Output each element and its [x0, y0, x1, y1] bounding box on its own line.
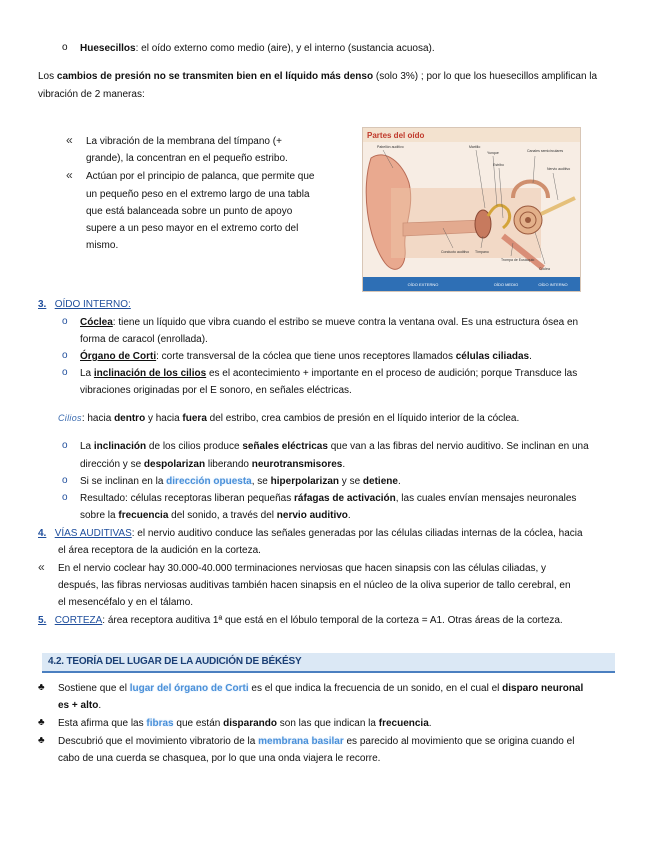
label-estribo: Estribo: [493, 163, 504, 167]
bullet: o: [62, 475, 68, 486]
label-martillo: Martillo: [469, 145, 481, 149]
list-item: un pequeño peso en el extremo largo de una tabla: [86, 189, 310, 200]
inclinacion-line: La inclinación de los cilios produce señales eléctricas que van a las fibras del nervio auditivo. Se inclinan en una: [80, 441, 589, 452]
ear-illustration: [363, 128, 580, 291]
coclea-line: Cóclea: tiene un líquido que vibra cuando el estribo se mueve contra la ventana oval. Es una estructura ósea en: [80, 317, 579, 328]
resultado-line: sobre la frecuencia del sonido, a través del nervio auditivo.: [80, 510, 351, 521]
footer-oido-externo: OÍDO EXTERNO: [407, 282, 439, 287]
bullet: o: [62, 367, 68, 378]
label-timpano: Tímpano: [475, 250, 489, 254]
bekesy-item: Esta afirma que las fibras que están disparando son las que indican la frecuencia.: [58, 718, 432, 729]
vias-auditivas-line: 4. VÍAS AUDITIVAS: el nervio auditivo conduce las señales generadas por las células ciliadas internas de la cóclea, hacia: [38, 528, 583, 539]
heading-oido-interno: 3. OÍDO INTERNO:: [38, 299, 131, 310]
label-pabellon: Pabellón auditivo: [377, 145, 404, 149]
label-nervio: Nervio auditivo: [547, 167, 571, 171]
organo-corti-line: Órgano de Corti: corte transversal de la cóclea que tiene unos receptores llamados células ciliadas.: [80, 351, 532, 362]
list-item: La vibración de la membrana del tímpano (+: [86, 136, 282, 147]
club-bullet: ♣: [38, 735, 45, 746]
bullet: o: [62, 440, 68, 451]
list-item: mismo.: [86, 240, 119, 251]
paragraph-line: Los cambios de presión no se transmiten bien en el líquido más denso (solo 3%) ; por lo que los huesecillos amplifican la: [38, 71, 598, 82]
footer-oido-interno: OÍDO INTERNO: [538, 282, 568, 287]
bullet: o: [62, 350, 68, 361]
bekesy-item: es + alto.: [58, 700, 102, 711]
bekesy-item: Sostiene que el lugar del órgano de Corti es el que indica la frecuencia de un sonido, en el cual el disparo neuronal: [58, 683, 584, 694]
opuesta-line: Si se inclinan en la dirección opuesta, se hiperpolarizan y se detiene.: [80, 476, 401, 487]
club-bullet: ♣: [38, 717, 45, 728]
guillemet-bullet: «: [38, 560, 45, 574]
coclea-line: forma de caracol (enrollada).: [80, 334, 208, 345]
list-item: supere a un peso mayor en el extremo corto del: [86, 223, 299, 234]
label-conducto: Conducto auditivo: [441, 250, 470, 254]
vias-auditivas-line: el área receptora de la audición en la corteza.: [58, 545, 261, 556]
inclinacion-line: dirección y se despolarizan liberando neurotransmisores.: [80, 459, 346, 470]
bullet: o: [62, 492, 68, 503]
label-coclea: Cóclea: [539, 267, 550, 271]
nervio-coclear-line: después, las fibras nerviosas auditivas también hacen sinapsis en el núcleo de la oliva superior de tallo cerebral, en: [58, 580, 571, 591]
label-canales: Canales semicirculares: [527, 149, 564, 153]
list-item: Actúan por el principio de palanca, que permite que: [86, 171, 315, 182]
paragraph-line: vibración de 2 maneras:: [38, 89, 145, 100]
guillemet-bullet: «: [66, 168, 73, 182]
bekesy-item: cabo de una cuerda se chasquea, por lo que una onda viajera le recorre.: [58, 753, 381, 764]
ear-anatomy-figure: [362, 127, 581, 292]
list-item: grande), la concentran en el pequeño estribo.: [86, 153, 288, 164]
bullet: o: [62, 42, 68, 53]
huesecillos-line: Huesecillos: el oído externo como medio (aire), y el interno (sustancia acuosa).: [80, 43, 435, 54]
bekesy-item: Descubrió que el movimiento vibratorio de la membrana basilar es parecido al movimiento que se origina cuando el: [58, 736, 575, 747]
cilios-line: vibraciones originadas por el E sonoro, en señales eléctricas.: [80, 385, 352, 396]
figure-title: Partes del oído: [367, 131, 425, 140]
section-heading-bekesy: 4.2. TEORÍA DEL LUGAR DE LA AUDICIÓN DE BÉKÉSY: [42, 653, 615, 673]
list-item: que está balanceada sobre un punto de apoyo: [86, 206, 293, 217]
footer-oido-medio: OÍDO MEDIO: [493, 282, 519, 287]
label-yunque: Yunque: [487, 151, 499, 155]
nervio-coclear-line: En el nervio coclear hay 30.000-40.000 terminaciones nerviosas que hacen sinapsis con las células ciliadas, y: [58, 563, 547, 574]
bullet: o: [62, 316, 68, 327]
resultado-line: Resultado: células receptoras liberan pequeñas ráfagas de activación, las cuales envían mensajes neuronales: [80, 493, 577, 504]
guillemet-bullet: «: [66, 133, 73, 147]
corteza-line: 5. CORTEZA: área receptora auditiva 1ª que está en el lóbulo temporal de la corteza = A1. Otras áreas de la corteza.: [38, 615, 563, 626]
nervio-coclear-line: el mesencéfalo y en el tálamo.: [58, 597, 194, 608]
cilios-note: Cilios: hacia dentro y hacia fuera del estribo, crea cambios de presión en el líquido interior de la cóclea.: [58, 413, 520, 424]
club-bullet: ♣: [38, 682, 45, 693]
label-trompa: Trompa de Eustaquio: [501, 258, 535, 262]
cilios-line: La inclinación de los cilios es el acontecimiento + importante en el proceso de audición; porque Transduce las: [80, 368, 578, 379]
